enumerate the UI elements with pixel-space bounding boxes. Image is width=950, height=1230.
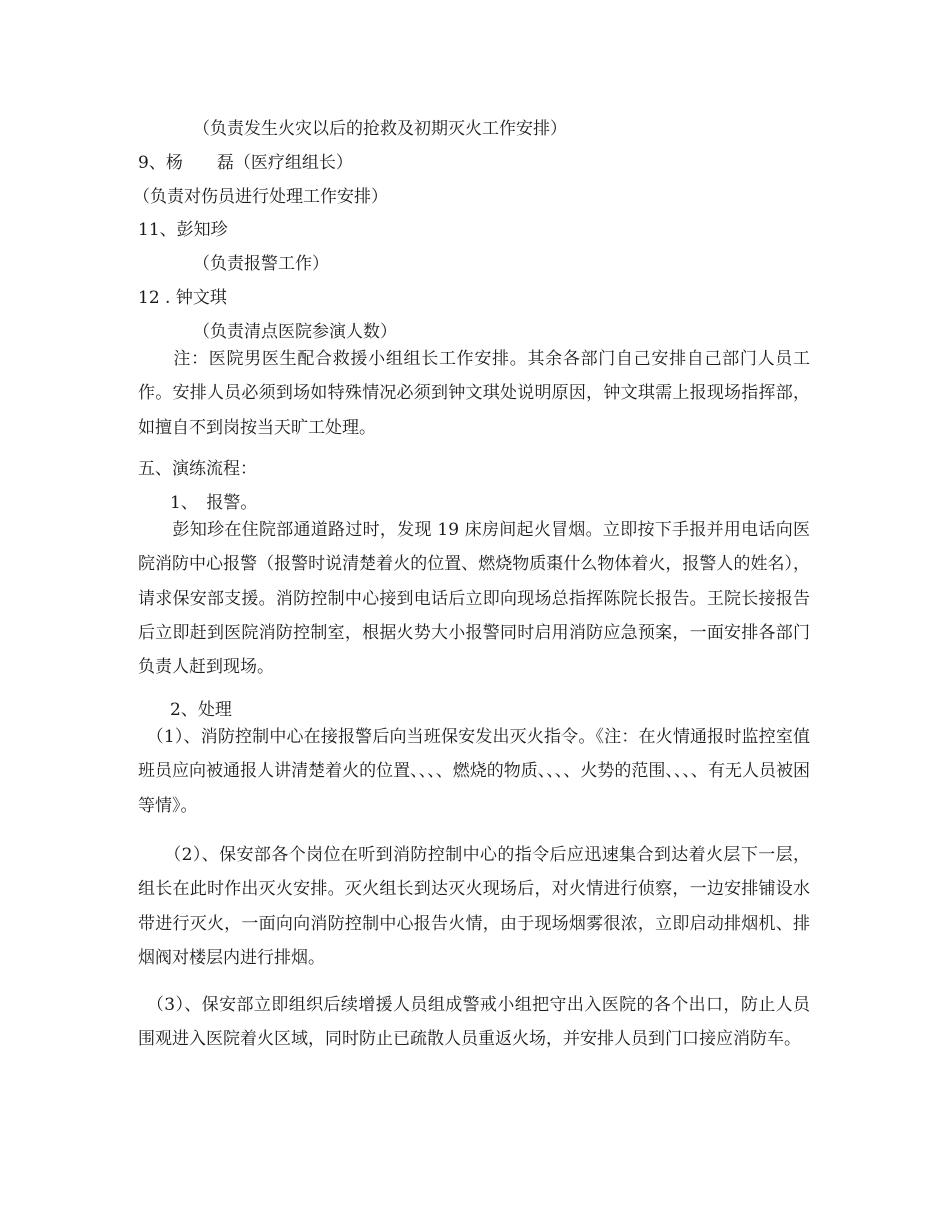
duty-line-headcount: （负责清点医院参演人数） — [193, 322, 397, 342]
section-5-heading: 五、演练流程： — [138, 459, 257, 479]
duty-line-medical: （负责对伤员进行处理工作安排） — [133, 187, 388, 207]
alarm-paragraph: 彭知珍在住院部通道路过时，发现 19 床房间起火冒烟。立即按下手报并用电话向医院消防中心报警（报警时说清楚着火的位置、燃烧物质棗什么物体着火，报警人的姓名），请求保安部支援。消防控制中心接到电话后立即向现场总指挥陈院长报告。王院长接报告后立即赶到医院消防控制室，根据火势大小报警同时启用消防应急预案，一面安排各部门负责人赶到现场。 — [138, 520, 810, 678]
step-1-heading: 1、 报警。 — [170, 493, 258, 513]
item-9-yang-lei: 9、杨 磊（医疗组组长） — [138, 153, 353, 173]
step-2-heading: 2、处理 — [170, 700, 232, 720]
duty-line-fire-rescue: （负责发生火灾以后的抢救及初期灭火工作安排） — [193, 119, 567, 139]
handling-paragraph-3: （3）、保安部立即组织后续增援人员组成警戒小组把守出入医院的各个出口，防止人员围观进入医院着火区域，同时防止已疏散人员重返火场，并安排人员到门口接应消防车。 — [138, 995, 810, 1050]
handling-paragraph-1: （1）、消防控制中心在接报警后向当班保安发出灭火指令。《注：在火情通报时监控室值班员应向被通报人讲清楚着火的位置、、、、燃烧的物质、、、、火势的范围、、、、有无人员被困等情》。 — [138, 727, 810, 816]
note-paragraph: 注：医院男医生配合救援小组组长工作安排。其余各部门自己安排自己部门人员工作。安排人员必须到场如特殊情况必须到钟文琪处说明原因，钟文琪需上报现场指挥部，如擅自不到岗按当天旷工处理。 — [138, 349, 810, 438]
item-11-peng-zhizhen: 11、彭知珍 — [138, 220, 228, 240]
duty-line-alarm: （负责报警工作） — [193, 254, 329, 274]
item-12-zhong-wenqi: 12 . 钟文琪 — [138, 288, 227, 308]
handling-paragraph-2: （2）、保安部各个岗位在听到消防控制中心的指令后应迅速集合到达着火层下一层，组长在此时作出灭火安排。灭火组长到达灭火现场后，对火情进行侦察，一边安排铺设水带进行灭火，一面向向消防控制中心报告火情，由于现场烟雾很浓，立即启动排烟机、排烟阀对楼层内进行排烟。 — [138, 845, 810, 968]
